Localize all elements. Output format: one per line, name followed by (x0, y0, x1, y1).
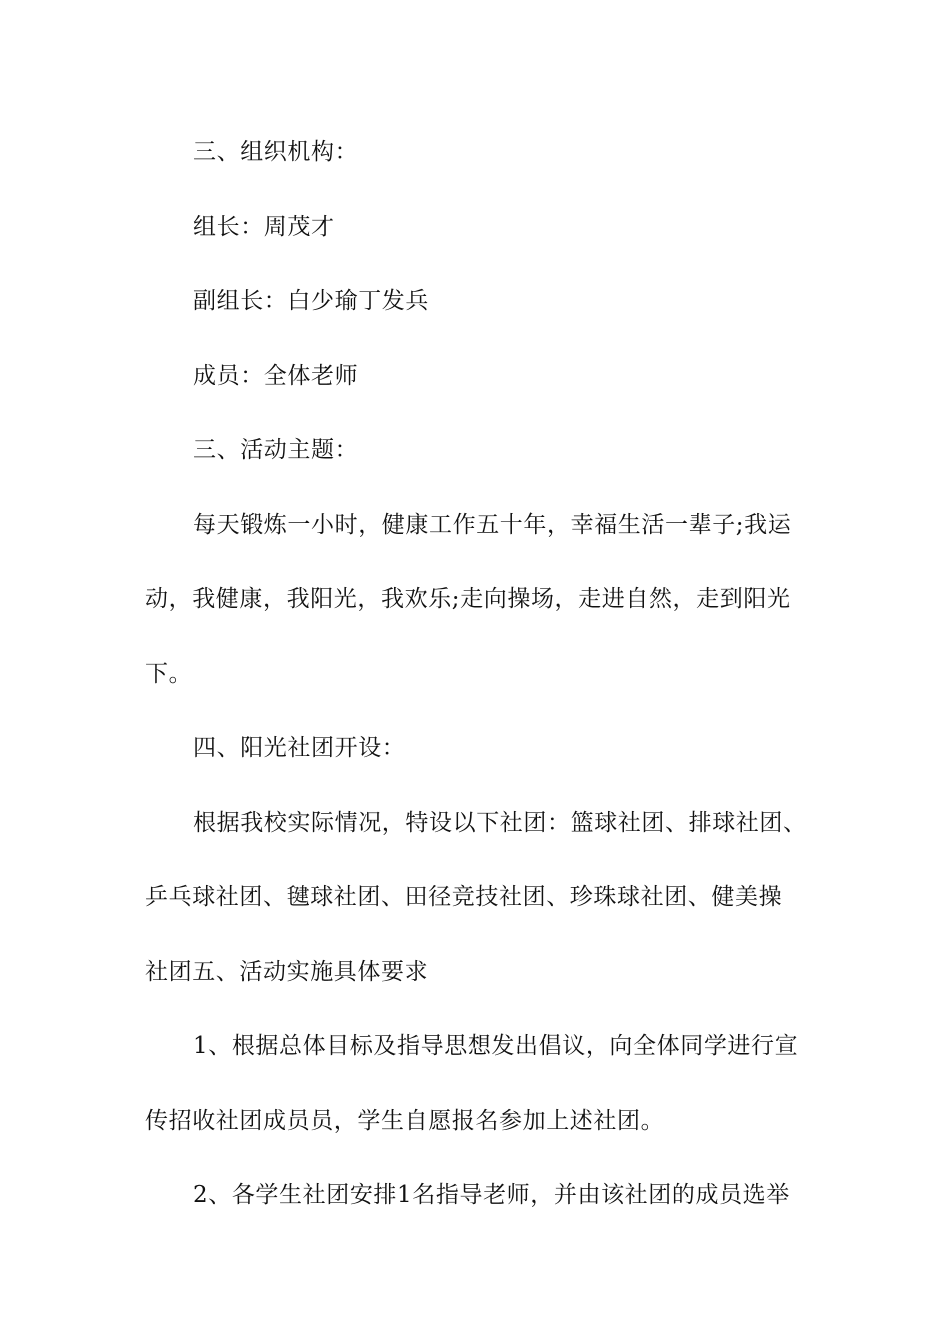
requirement-1-line-2: 传招收社团成员员，学生自愿报名参加上述社团。 (145, 1107, 665, 1134)
leader-line: 组长：周茂才 (193, 213, 335, 240)
heading-clubs: 四、阳光社团开设： (193, 735, 406, 761)
members-line: 成员：全体老师 (193, 362, 359, 389)
heading-organization: 三、组织机构： (193, 139, 359, 165)
document-body (145, 128, 817, 1246)
requirement-1-line-1: 1、根据总体目标及指导思想发出倡议，向全体同学进行宣 (193, 1033, 799, 1059)
requirement-2-line-1: 2、各学生社团安排1名指导老师，并由该社团的成员选举 (193, 1182, 790, 1208)
theme-paragraph-line-2: 动，我健康，我阳光，我欢乐;走向操场，走进自然，走到阳光 (145, 586, 791, 612)
theme-paragraph-line-3: 下。 (145, 660, 193, 687)
clubs-paragraph-line-3: 社团五、活动实施具体要求 (145, 958, 429, 985)
deputy-leader-line: 副组长：白少瑜丁发兵 (193, 288, 429, 314)
clubs-paragraph-line-1: 根据我校实际情况，特设以下社团：篮球社团、排球社团、 (193, 809, 807, 836)
heading-activity-theme: 三、活动主题： (193, 437, 359, 463)
theme-paragraph-line-1: 每天锻炼一小时，健康工作五十年，幸福生活一辈子;我运 (193, 511, 792, 538)
clubs-paragraph-line-2: 乒乓球社团、毽球社团、田径竞技社团、珍珠球社团、健美操 (145, 884, 783, 910)
